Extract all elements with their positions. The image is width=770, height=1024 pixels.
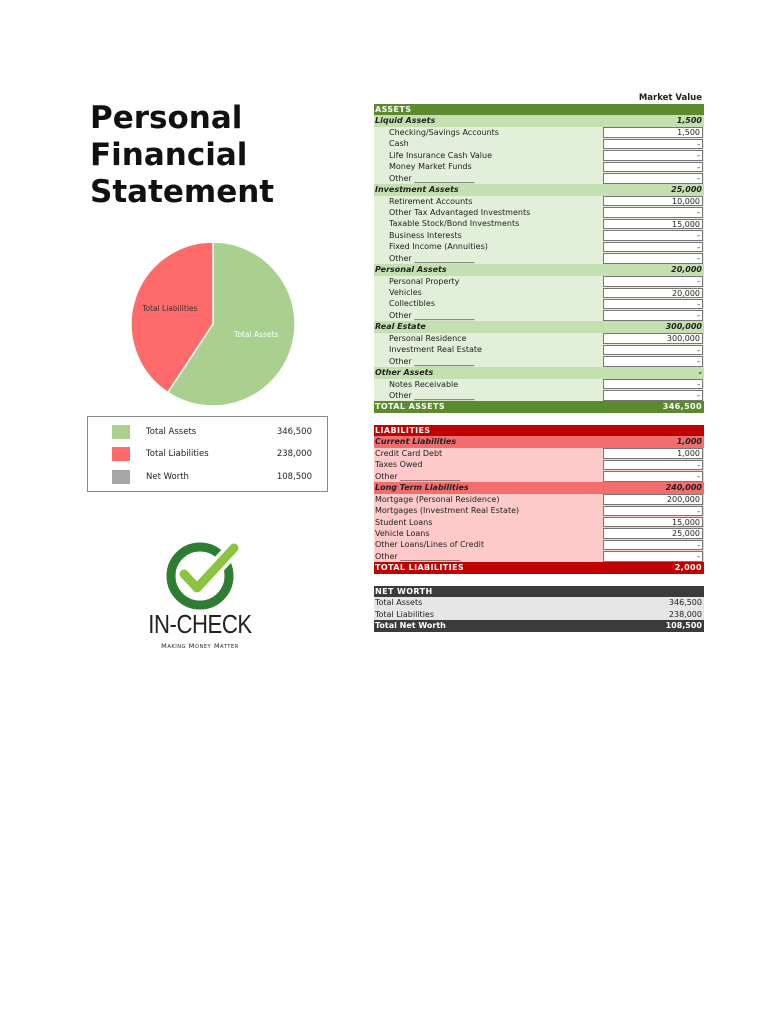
value-cell[interactable]: 300,000 (603, 333, 703, 343)
legend-swatch (112, 470, 130, 484)
group-name: Long Term Liabilities (375, 483, 469, 493)
subtotal-row (374, 115, 704, 126)
item-label: Credit Card Debt (375, 448, 443, 458)
legend-item (88, 447, 327, 463)
item-label: Notes Receivable (389, 379, 459, 389)
item-label: Business Interests (389, 230, 462, 240)
legend-value: 238,000 (276, 449, 312, 459)
item-label: Other _______________ (389, 173, 475, 183)
table-row (374, 196, 704, 207)
pie-legend (87, 416, 328, 492)
total-value: 2,000 (674, 563, 702, 573)
table-row (374, 218, 704, 229)
group-name: Other Assets (375, 368, 434, 378)
table-row (374, 528, 704, 539)
group-total: 240,000 (665, 483, 702, 493)
value-cell[interactable]: 1,000 (603, 448, 703, 458)
assets-liabilities-pie-chart (130, 240, 300, 410)
item-label: Other _______________ (389, 356, 475, 366)
legend-label: Total Assets (146, 427, 197, 437)
liabilities-header: LIABILITIES (375, 426, 431, 435)
group-total: - (698, 368, 702, 378)
page-title (90, 100, 320, 211)
item-label: Cash (389, 139, 409, 149)
table-row (374, 333, 704, 344)
table-row (374, 241, 704, 252)
group-total: 20,000 (671, 265, 702, 275)
item-label: Checking/Savings Accounts (389, 127, 499, 137)
market-value-header: Market Value (638, 93, 702, 103)
legend-value: 346,500 (276, 427, 312, 437)
table-row (374, 390, 704, 401)
title-line: Personal (90, 100, 243, 136)
item-label: Taxes Owed (375, 460, 423, 470)
item-label: Collectibles (389, 299, 435, 309)
value-cell[interactable]: - (603, 253, 703, 263)
value-cell[interactable]: - (603, 390, 703, 400)
table-row (374, 287, 704, 298)
total-value: 346,500 (662, 402, 702, 412)
checkmark-logo-icon (120, 540, 280, 612)
value-cell[interactable]: - (603, 506, 703, 516)
table-row (374, 551, 704, 562)
group-name: Investment Assets (375, 185, 459, 195)
value-cell[interactable]: 25,000 (603, 528, 703, 538)
table-row (374, 379, 704, 390)
value-cell[interactable]: 20,000 (603, 288, 703, 298)
logo-tagline: Making Money Matter (161, 642, 239, 650)
value-cell[interactable]: - (603, 345, 703, 355)
item-label: Total Liabilities (375, 609, 435, 619)
value-cell[interactable]: - (603, 230, 703, 240)
value-cell[interactable]: 200,000 (603, 494, 703, 504)
total-label: Total Net Worth (375, 621, 446, 631)
legend-item (88, 425, 327, 441)
legend-item (88, 470, 327, 486)
value-cell[interactable]: - (603, 173, 703, 183)
value-cell[interactable]: - (603, 310, 703, 320)
group-total: 25,000 (671, 185, 702, 195)
value-cell[interactable]: 15,000 (603, 219, 703, 229)
table-row (374, 356, 704, 367)
table-row (374, 597, 704, 608)
legend-label: Net Worth (146, 472, 189, 482)
value-cell[interactable]: 15,000 (603, 517, 703, 527)
table-row (374, 471, 704, 482)
item-label: Personal Property (389, 276, 460, 286)
pie-slice-label: Total Liabilities (142, 304, 198, 314)
legend-swatch (112, 425, 130, 439)
net-worth-header: NET WORTH (375, 587, 433, 596)
group-name: Real Estate (375, 322, 426, 332)
group-name: Personal Assets (375, 265, 447, 275)
value-cell[interactable]: - (603, 551, 703, 561)
subtotal-row (374, 482, 704, 493)
total-row (374, 620, 704, 631)
item-label: Investment Real Estate (389, 345, 482, 355)
pie-slice-label: Total Assets (234, 329, 279, 339)
item-label: Life Insurance Cash Value (389, 150, 492, 160)
item-label: Other _______________ (375, 551, 461, 561)
logo-wordmark: IN-CHECK (148, 609, 252, 639)
value-cell: 346,500 (668, 598, 702, 608)
total-label: TOTAL ASSETS (375, 402, 446, 412)
value-cell[interactable]: - (603, 276, 703, 286)
table-row (374, 253, 704, 264)
table-row (374, 310, 704, 321)
section-header (374, 104, 704, 115)
item-label: Total Assets (375, 598, 423, 608)
total-row (374, 401, 704, 412)
subtotal-row (374, 184, 704, 195)
section-header (374, 586, 704, 597)
table-row (374, 344, 704, 355)
title-line: Statement (90, 174, 275, 210)
table-row (374, 161, 704, 172)
item-label: Money Market Funds (389, 162, 472, 172)
table-row (374, 230, 704, 241)
value-cell[interactable]: - (603, 299, 703, 309)
table-row (374, 494, 704, 505)
subtotal-row (374, 264, 704, 275)
item-label: Mortgages (Investment Real Estate) (375, 506, 520, 516)
assets-header: ASSETS (375, 105, 412, 114)
item-label: Vehicle Loans (375, 528, 430, 538)
section-header (374, 425, 704, 436)
item-label: Other _______________ (389, 253, 475, 263)
table-row (374, 207, 704, 218)
table-row (374, 276, 704, 287)
table-row (374, 448, 704, 459)
table-row (374, 517, 704, 528)
group-name: Liquid Assets (375, 116, 436, 126)
legend-swatch (112, 447, 130, 461)
total-row (374, 562, 704, 573)
value-cell[interactable]: - (603, 540, 703, 550)
item-label: Mortgage (Personal Residence) (375, 494, 500, 504)
value-cell[interactable]: - (603, 207, 703, 217)
item-label: Other Loans/Lines of Credit (375, 540, 484, 550)
value-cell[interactable]: - (603, 242, 703, 252)
table-row (374, 609, 704, 620)
table-row (374, 173, 704, 184)
item-label: Retirement Accounts (389, 196, 473, 206)
group-total: 1,000 (676, 437, 702, 447)
value-cell[interactable]: - (603, 460, 703, 470)
table-row (374, 127, 704, 138)
item-label: Other _______________ (375, 471, 461, 481)
item-label: Personal Residence (389, 333, 467, 343)
legend-value: 108,500 (276, 472, 312, 482)
value-cell[interactable]: - (603, 471, 703, 481)
subtotal-row (374, 321, 704, 332)
group-name: Current Liabilities (375, 437, 457, 447)
table-row (374, 150, 704, 161)
group-total: 300,000 (665, 322, 702, 332)
value-cell[interactable]: - (603, 356, 703, 366)
group-total: 1,500 (676, 116, 702, 126)
item-label: Other _______________ (389, 390, 475, 400)
subtotal-row (374, 436, 704, 447)
subtotal-row (374, 367, 704, 378)
table-row (374, 138, 704, 149)
item-label: Other _______________ (389, 310, 475, 320)
value-cell[interactable]: - (603, 379, 703, 389)
table-row (374, 459, 704, 470)
value-cell[interactable]: - (603, 162, 703, 172)
title-line: Financial (90, 137, 248, 173)
item-label: Student Loans (375, 517, 433, 527)
item-label: Fixed Income (Annuities) (389, 242, 488, 252)
item-label: Vehicles (389, 288, 422, 297)
item-label: Taxable Stock/Bond Investments (389, 219, 520, 229)
assets-table (374, 104, 704, 413)
value-cell[interactable]: 10,000 (603, 196, 703, 206)
item-label: Other Tax Advantaged Investments (389, 207, 531, 217)
table-row (374, 298, 704, 309)
value-cell: 238,000 (668, 609, 702, 619)
in-check-logo (120, 540, 280, 655)
liabilities-table (374, 425, 704, 574)
table-row (374, 505, 704, 516)
net-worth-table (374, 586, 704, 632)
value-cell[interactable]: - (603, 139, 703, 149)
total-label: TOTAL LIABILITIES (375, 563, 465, 573)
value-cell[interactable]: - (603, 150, 703, 160)
value-cell[interactable]: 1,500 (603, 127, 703, 137)
table-row (374, 539, 704, 550)
total-value: 108,500 (665, 621, 702, 631)
legend-label: Total Liabilities (146, 449, 209, 459)
